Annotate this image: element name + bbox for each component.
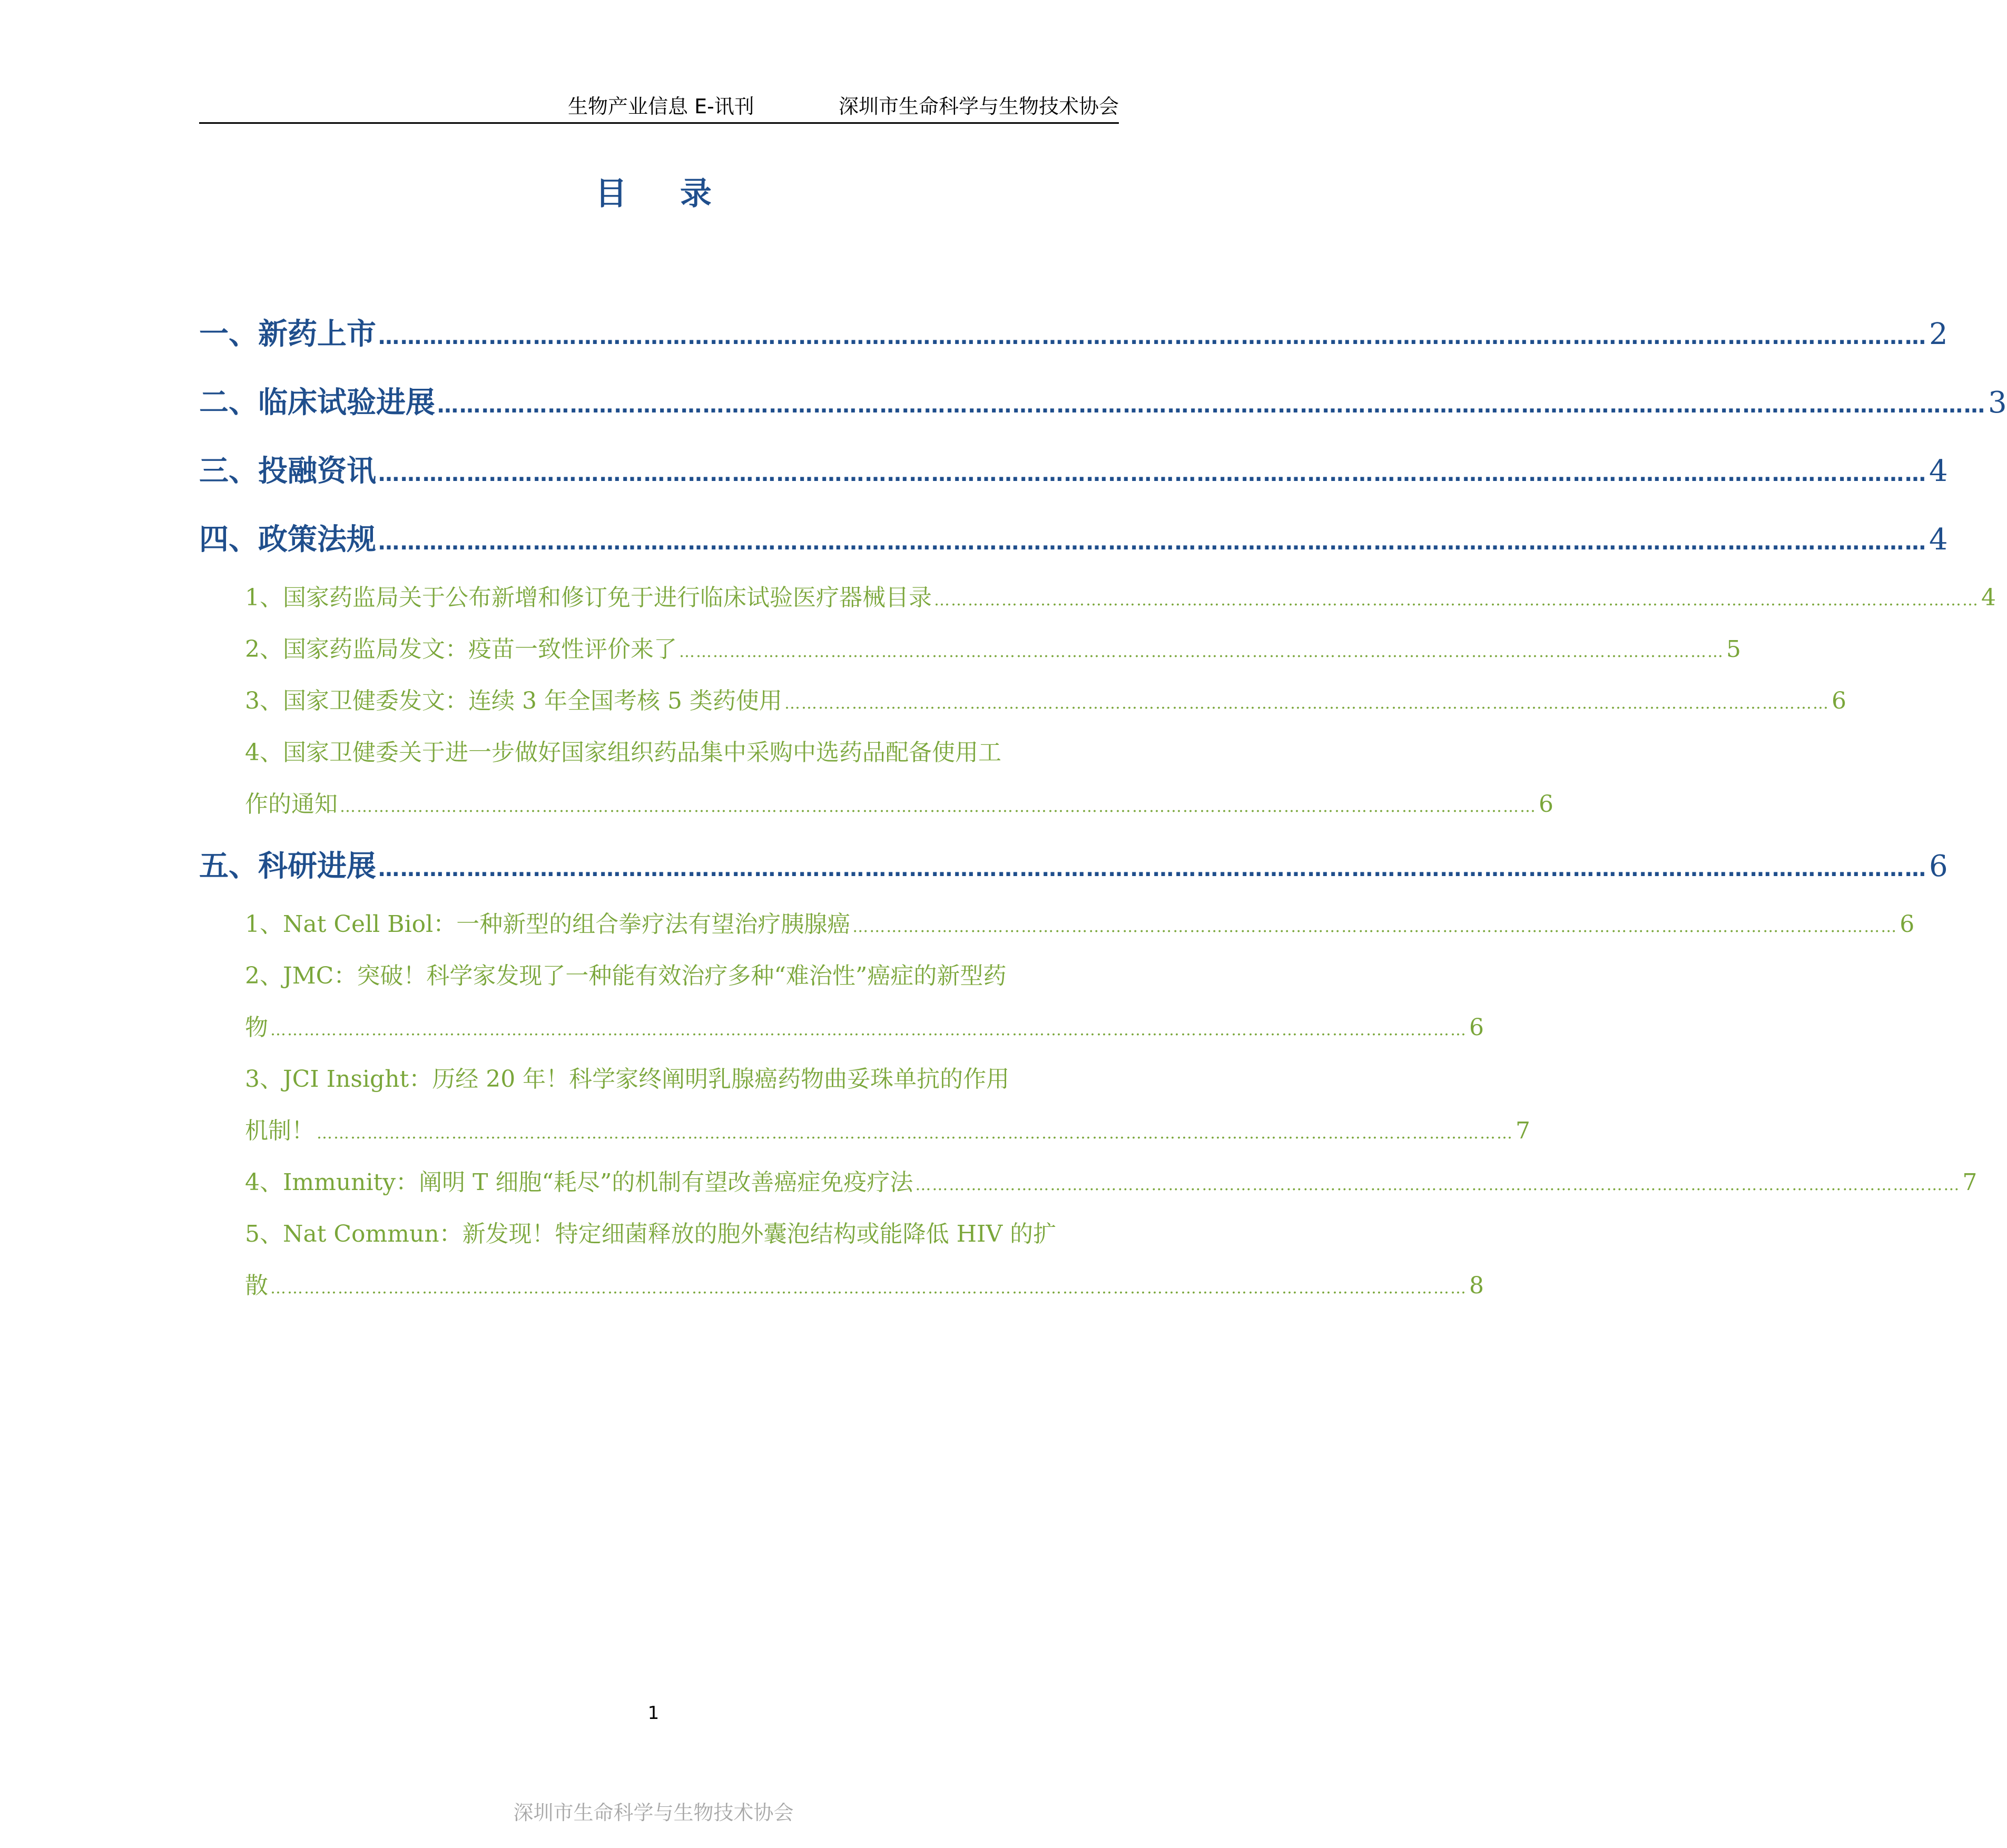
page-title: 目 录 xyxy=(595,175,733,212)
toc-page-number: 8 xyxy=(1469,1272,1484,1299)
toc-entry-text: 2、国家药监局发文：疫苗一致性评价来了 xyxy=(245,636,677,663)
toc-entry-text-continued: 散 xyxy=(245,1272,268,1299)
toc-leader-dots: ………………………………………………………………………………………………………………………………………………………………………………………… xyxy=(378,530,1927,555)
toc-page-number: 5 xyxy=(1726,636,1741,663)
toc-entry-text: 3、国家卫健委发文：连续 3 年全国考核 5 类药使用 xyxy=(245,687,782,714)
toc-subentry-research-1[interactable] xyxy=(245,905,1915,938)
toc-page-number: 6 xyxy=(1900,911,1915,938)
toc-page-number: 4 xyxy=(1929,523,1948,557)
toc-subentry-policy-3[interactable] xyxy=(245,682,1846,714)
toc-subentry-policy-4[interactable] xyxy=(245,785,1553,818)
toc-subentry-research-4[interactable] xyxy=(245,1163,1978,1196)
toc-leader-dots: ………………………………………………………………………………………………………………………………………………………………………………………… xyxy=(378,462,1927,486)
toc-leader-dots: …………………………………………………………………………………………………………………………………………………………………… xyxy=(784,694,1829,713)
toc-entry-text-continued: 物 xyxy=(245,1014,268,1041)
toc-entry-text: 五、科研进展 xyxy=(199,849,376,883)
toc-entry-research[interactable] xyxy=(199,843,1948,883)
toc-entry-text: 1、Nat Cell Biol：一种新型的组合拳疗法有望治疗胰腺癌 xyxy=(245,911,851,938)
page-header xyxy=(199,91,1119,124)
toc-entry-investment[interactable] xyxy=(199,448,1948,488)
toc-entry-policy[interactable] xyxy=(199,516,1948,557)
toc-leader-dots: ………………………………………………………………………………………………………………………………………………………………………………………… xyxy=(378,325,1927,349)
toc-subentry-research-5-line1[interactable]: 5、Nat Commun：新发现！特定细菌释放的胞外囊泡结构或能降低 HIV 的扩 xyxy=(245,1221,1057,1247)
toc-entry-text-continued: 机制！ xyxy=(245,1117,314,1144)
toc-page-number: 2 xyxy=(1929,317,1948,351)
toc-subentry-research-2-line1[interactable]: 2、JMC：突破！科学家发现了一种能有效治疗多种“难治性”癌症的新型药 xyxy=(245,962,1007,989)
toc-page-number: 7 xyxy=(1516,1117,1530,1144)
toc-page-number: 4 xyxy=(1981,584,1996,611)
toc-entry-text: 一、新药上市 xyxy=(199,317,376,351)
page-number: 1 xyxy=(647,1703,660,1724)
toc-entry-text: 三、投融资讯 xyxy=(199,454,376,488)
toc-entry-text-continued: 作的通知 xyxy=(245,791,338,818)
toc-entry-clinical-trials[interactable] xyxy=(199,379,2007,420)
page-footer: 深圳市生命科学与生物技术协会 xyxy=(513,1801,794,1824)
toc-leader-dots: …………………………………………………………………………………………………………………………………………………………………………………………… xyxy=(270,1279,1467,1297)
toc-subentry-policy-1[interactable] xyxy=(245,578,1996,611)
toc-page-number: 6 xyxy=(1539,791,1553,818)
toc-entry-new-drugs[interactable] xyxy=(199,311,1948,351)
publication-name: 生物产业信息 E-讯刊 xyxy=(568,95,754,118)
toc-entry-text: 4、Immunity：阐明 T 细胞“耗尽”的机制有望改善癌症免疫疗法 xyxy=(245,1169,913,1196)
toc-subentry-research-5[interactable] xyxy=(245,1266,1484,1299)
toc-entry-text: 二、临床试验进展 xyxy=(199,386,435,420)
toc-page-number: 6 xyxy=(1929,849,1948,883)
toc-page-number: 7 xyxy=(1962,1169,1978,1196)
toc-page-number: 3 xyxy=(1988,386,2007,420)
toc-subentry-research-3[interactable] xyxy=(245,1112,1530,1144)
toc-leader-dots: …………………………………………………………………………………………………………………………………………………………………………………………… xyxy=(317,1124,1513,1143)
organization-name: 深圳市生命科学与生物技术协会 xyxy=(838,95,1119,118)
toc-leader-dots: …………………………………………………………………………………………………………………………………………………………………………………………… xyxy=(270,1021,1467,1039)
toc-leader-dots: …………………………………………………………………………………………………………………………………………………………………… xyxy=(915,1176,1961,1194)
toc-subentry-research-3-line1[interactable]: 3、JCI Insight：历经 20 年！科学家终阐明乳腺癌药物曲妥珠单抗的作用 xyxy=(245,1066,1010,1093)
toc-page-number: 4 xyxy=(1929,454,1948,488)
toc-entry-text: 四、政策法规 xyxy=(199,523,376,557)
toc-leader-dots: …………………………………………………………………………………………………………………………………………………………………… xyxy=(679,643,1724,661)
toc-leader-dots: …………………………………………………………………………………………………………………………………………………………………… xyxy=(934,591,1979,610)
toc-leader-dots: …………………………………………………………………………………………………………………………………………………………………………………………… xyxy=(340,798,1537,816)
toc-entry-text: 1、国家药监局关于公布新增和修订免于进行临床试验医疗器械目录 xyxy=(245,584,932,611)
toc-leader-dots: ………………………………………………………………………………………………………………………………………………………………………………………… xyxy=(437,394,1986,418)
toc-page-number: 6 xyxy=(1831,687,1846,714)
toc-subentry-policy-2[interactable] xyxy=(245,630,1741,663)
toc-subentry-policy-4-line1[interactable]: 4、国家卫健委关于进一步做好国家组织药品集中采购中选药品配备使用工 xyxy=(245,739,1001,766)
toc-leader-dots: ………………………………………………………………………………………………………………………………………………………………………………………… xyxy=(378,857,1927,881)
toc-subentry-research-2[interactable] xyxy=(245,1008,1484,1041)
toc-page-number: 6 xyxy=(1469,1014,1484,1041)
toc-leader-dots: …………………………………………………………………………………………………………………………………………………………………… xyxy=(852,918,1898,936)
